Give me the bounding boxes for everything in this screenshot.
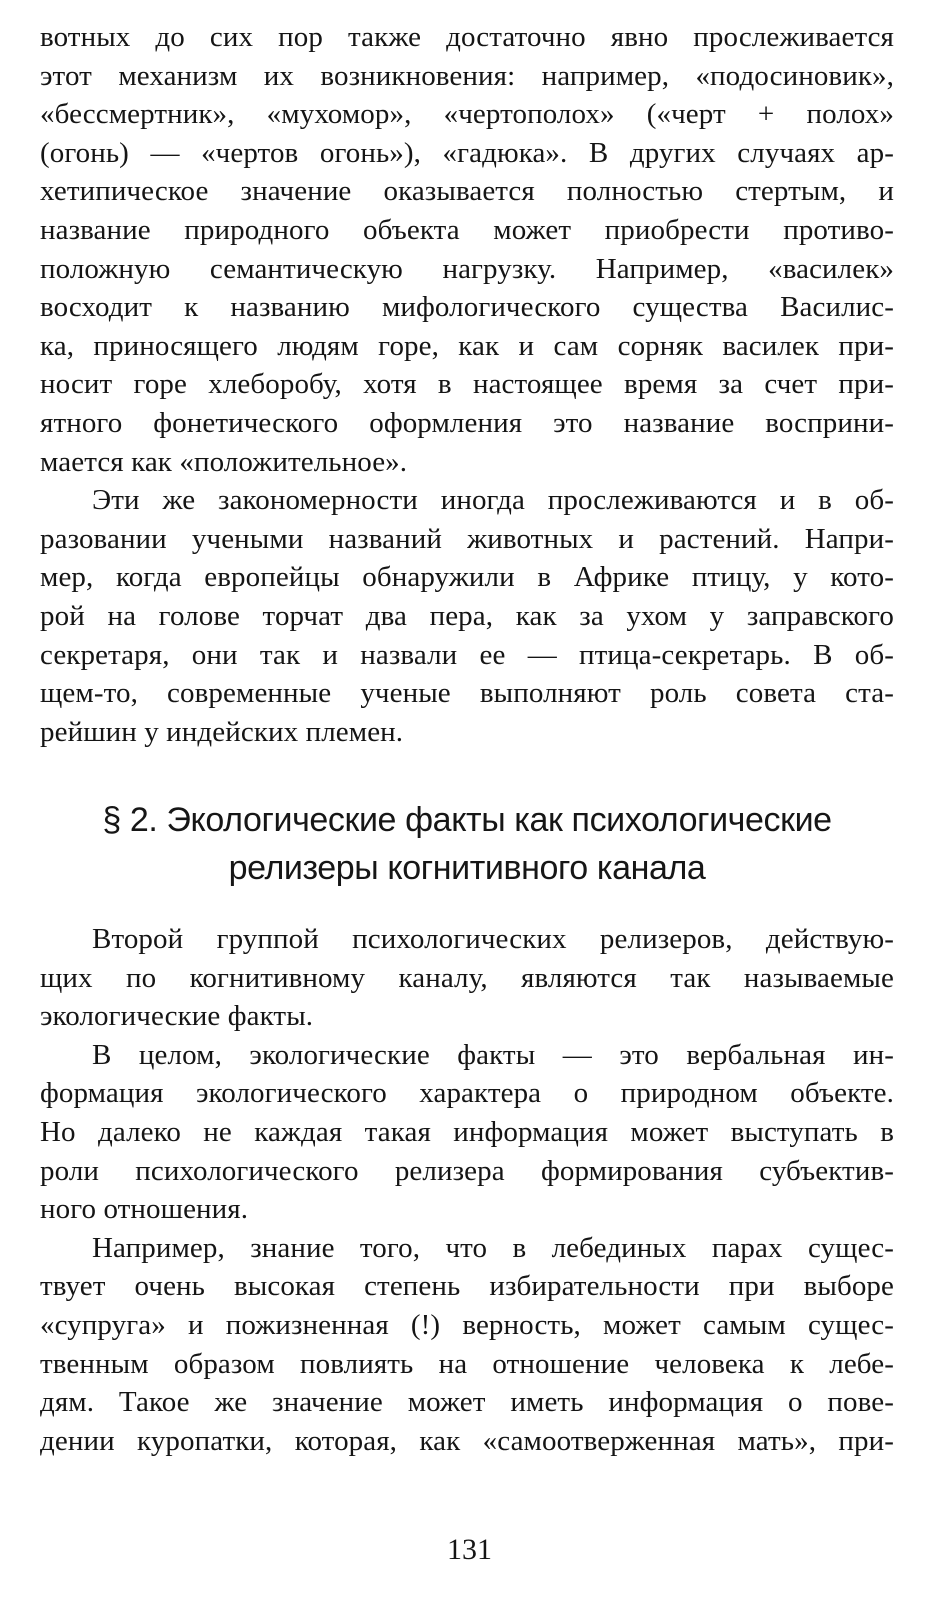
- section-heading-line: § 2. Экологические факты как психологические: [102, 801, 832, 839]
- text-line: щих по когнитивному каналу, являются так называемые: [40, 961, 894, 994]
- paragraph-1: [40, 18, 894, 481]
- text-line: этот механизм их возникновения: например, «подосиновик»,: [40, 59, 894, 92]
- section-heading: [40, 796, 894, 892]
- section-heading-line: релизеры когнитивного канала: [228, 849, 706, 887]
- text-line: «бессмертник», «мухомор», «чертополох» («черт + полох»: [40, 98, 894, 131]
- text-line: Эти же закономерности иногда прослеживаются и в об-: [92, 484, 894, 517]
- text-line: ного отношения.: [40, 1193, 249, 1226]
- text-line: Но далеко не каждая такая информация может выступать в: [40, 1115, 894, 1148]
- text-line: рейшин у индейских племен.: [40, 715, 404, 748]
- text-line: рой на голове торчат два пера, как за ухом у заправского: [40, 599, 894, 632]
- text-line: дении куропатки, которая, как «самоотверженная мать», при-: [40, 1424, 894, 1457]
- text-line: В целом, экологические факты — это вербальная ин-: [92, 1038, 894, 1071]
- text-line: хетипическое значение оказывается полностью стертым, и: [40, 175, 894, 208]
- text-line: мер, когда европейцы обнаружили в Африке птицу, у кото-: [40, 561, 894, 594]
- paragraph-3: [40, 920, 894, 1036]
- paragraph-2: [40, 481, 894, 751]
- text-line: ятного фонетического оформления это название восприни-: [40, 406, 894, 439]
- text-line: мается как «положительное».: [40, 445, 408, 478]
- text-line: щем-то, современные ученые выполняют роль совета ста-: [40, 677, 894, 710]
- paragraph-5: [40, 1229, 894, 1461]
- text-line: Второй группой психологических релизеров, действую-: [92, 923, 894, 955]
- page-number: 131: [447, 1533, 492, 1566]
- text-line: вотных до сих пор также достаточно явно прослеживается: [40, 21, 894, 53]
- paragraph-4: [40, 1036, 894, 1229]
- text-line: дям. Такое же значение может иметь информация о пове-: [40, 1386, 894, 1419]
- text-line: (огонь) — «чертов огонь»), «гадюка». В других случаях ар-: [40, 136, 894, 169]
- text-line: формация экологического характера о природном объекте.: [40, 1077, 894, 1110]
- text-line: роли психологического релизера формирования субъектив-: [40, 1154, 894, 1187]
- text-block-top: [40, 18, 894, 751]
- text-line: экологические факты.: [40, 1000, 314, 1033]
- text-line: Например, знание того, что в лебединых парах сущес-: [92, 1231, 894, 1264]
- text-line: название природного объекта может приобрести противо-: [40, 213, 894, 246]
- text-line: положную семантическую нагрузку. Например, «василек»: [40, 252, 894, 285]
- text-line: носит горе хлеборобу, хотя в настоящее время за счет при-: [40, 368, 894, 401]
- text-line: ка, приносящего людям горе, как и сам сорняк василек при-: [40, 329, 894, 362]
- text-line: твует очень высокая степень избирательности при выборе: [40, 1270, 894, 1303]
- text-line: секретаря, они так и назвали ее — птица-секретарь. В об-: [40, 638, 894, 671]
- text-line: восходит к названию мифологического существа Василис-: [40, 291, 894, 324]
- text-block-bottom: [40, 920, 894, 1460]
- text-line: «супруга» и пожизненная (!) верность, может самым сущес-: [40, 1308, 894, 1341]
- text-line: разовании учеными названий животных и растений. Напри-: [40, 522, 894, 555]
- text-line: твенным образом повлиять на отношение человека к лебе-: [40, 1347, 894, 1380]
